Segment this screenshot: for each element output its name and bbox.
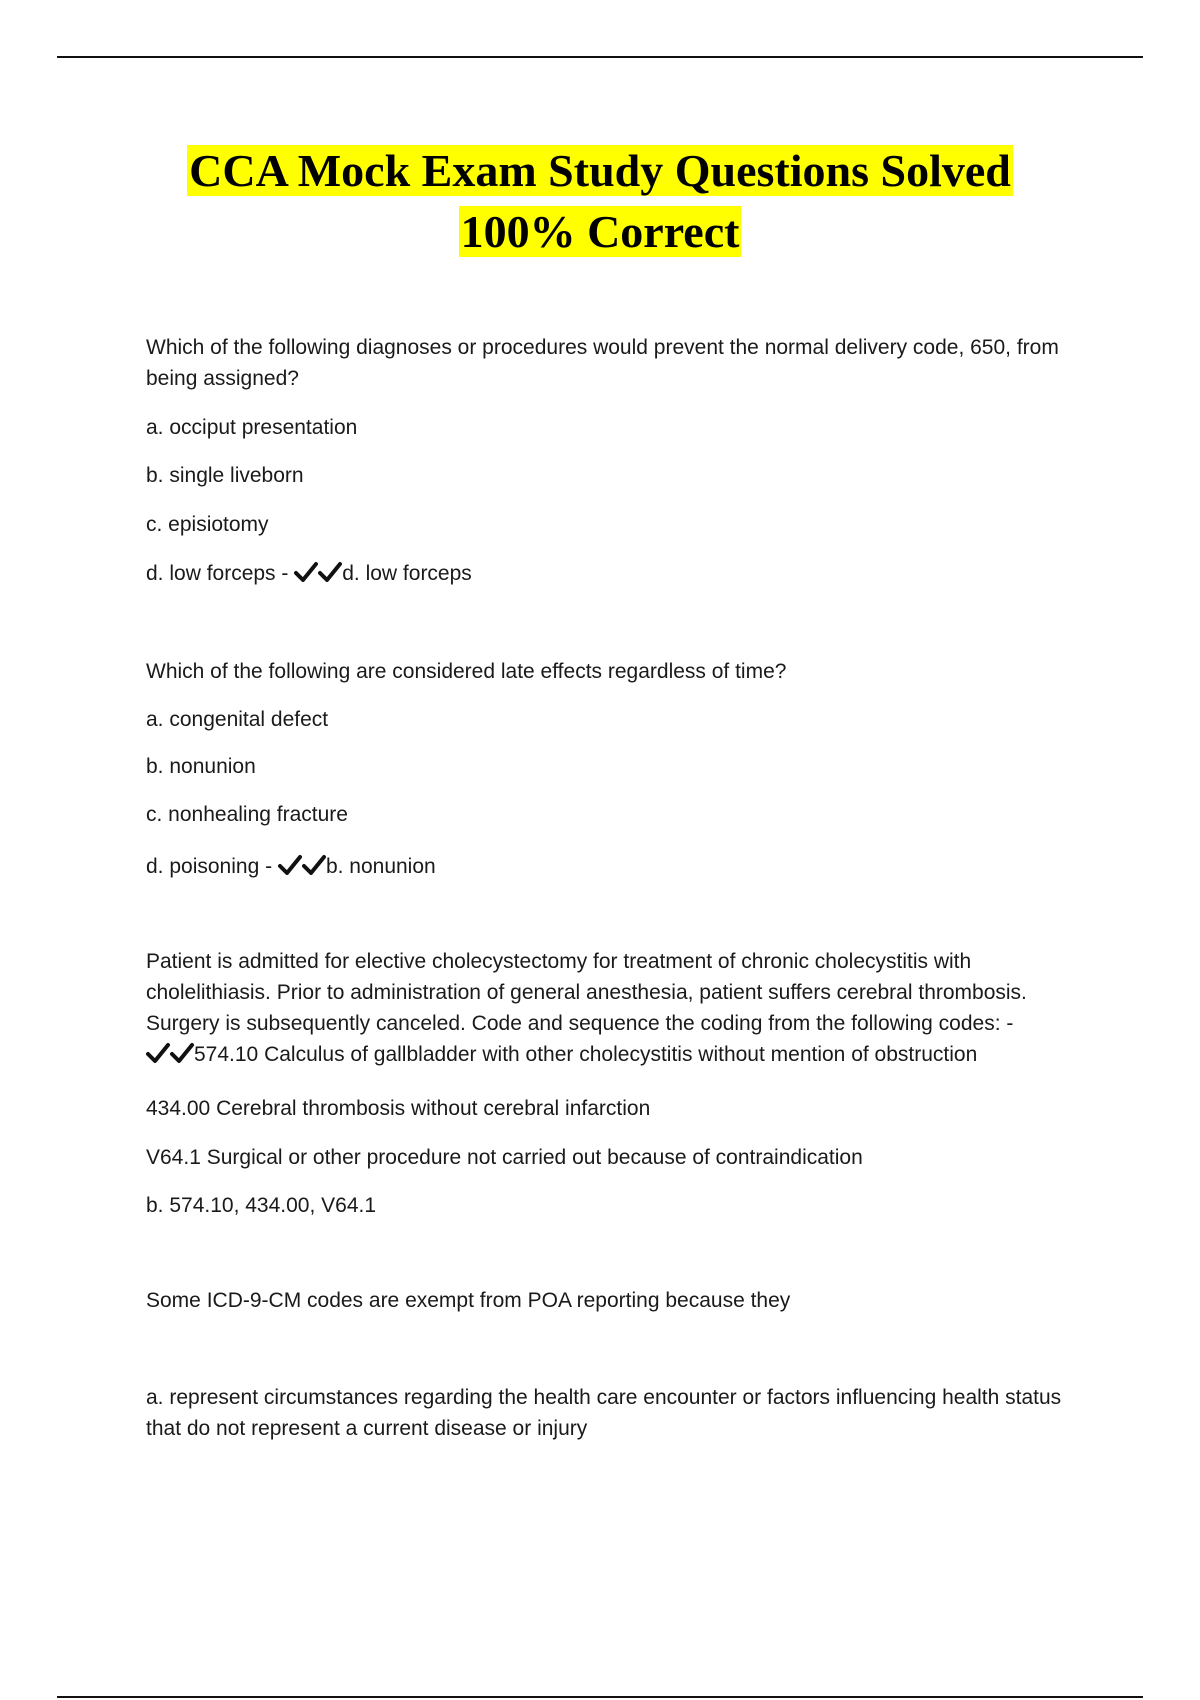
top-rule [57,56,1143,58]
q2-option-d-line [146,851,1096,882]
bottom-rule [57,1696,1143,1698]
q2-option-c: c. nonhealing fracture [146,803,348,826]
checkmark-icon [294,561,318,583]
checkmark-icon [278,854,302,876]
q3-question: Patient is admitted for elective cholecystectomy for treatment of chronic cholecystitis with cholelithiasis. Prior to administration of general anesthesia, patient suffers cerebral thrombosis. Surgery is subsequently canceled. Code and sequence the coding from the following codes: - [146,950,1027,1035]
document-title [150,140,1050,262]
q1-option-c: c. episiotomy [146,513,269,536]
q4-option-a: a. represent circumstances regarding the health care encounter or factors influencing health status that do not represent a current disease or injury [146,1386,1062,1440]
q3-answer-line-3: V64.1 Surgical or other procedure not carried out because of contraindication [146,1146,863,1169]
q1-question: Which of the following diagnoses or procedures would prevent the normal delivery code, 650, from being assigned? [146,336,1059,390]
title-line-2: 100% Correct [460,206,740,257]
checkmark-icon [302,854,326,876]
q2-option-d: d. poisoning - [146,855,273,878]
q2-option-a: a. congenital defect [146,708,329,731]
q3-answer-line-2: 434.00 Cerebral thrombosis without cerebral infarction [146,1097,651,1120]
title-line-1: CCA Mock Exam Study Questions Solved [189,145,1011,196]
q4-question: Some ICD-9-CM codes are exempt from POA reporting because they [146,1289,791,1312]
q2-question: Which of the following are considered late effects regardless of time? [146,660,787,683]
q2-answer: b. nonunion [325,855,436,878]
checkmark-icon [146,1042,170,1064]
q1-option-d-line [146,558,1096,589]
q1-option-b: b. single liveborn [146,464,304,487]
checkmark-icon [170,1042,194,1064]
q1-option-a: a. occiput presentation [146,416,358,439]
q3-answer-line-1: 574.10 Calculus of gallbladder with other cholecystitis without mention of obstruction [194,1043,978,1066]
q3-question-line [146,946,1096,1070]
checkmark-icon [318,561,342,583]
q2-option-b: b. nonunion [146,755,256,778]
q1-answer: d. low forceps [342,562,472,585]
q1-option-d: d. low forceps - [146,562,289,585]
q3-answer-line-4: b. 574.10, 434.00, V64.1 [146,1194,377,1217]
